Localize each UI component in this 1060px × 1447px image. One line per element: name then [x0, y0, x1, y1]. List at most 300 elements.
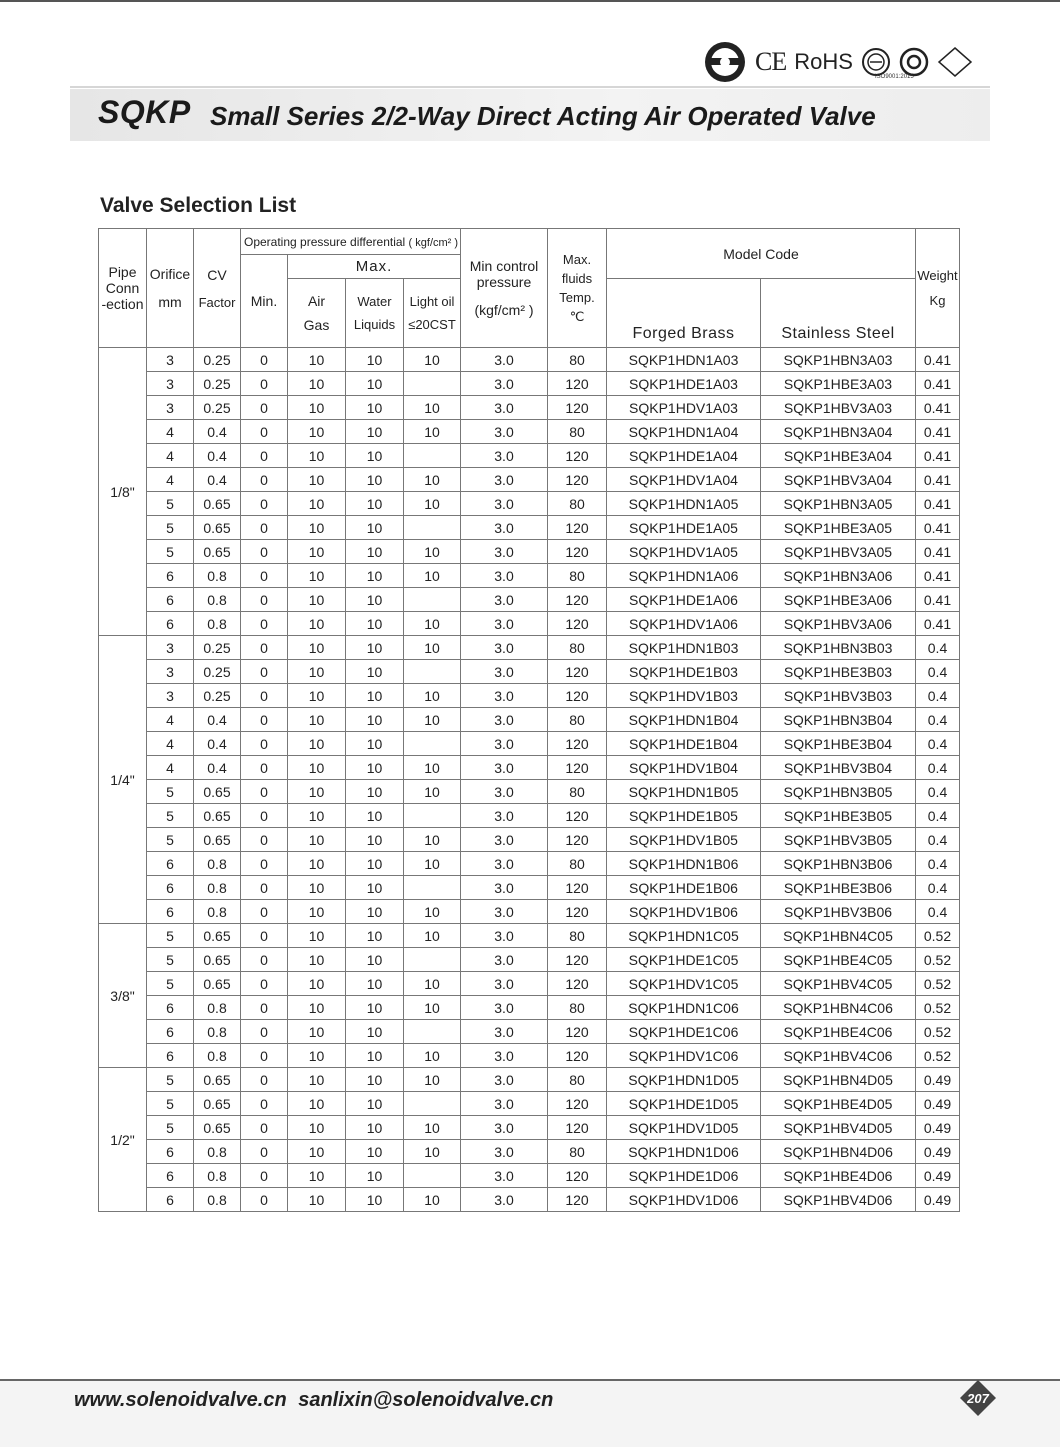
- control-pressure-cell: 3.0: [461, 372, 548, 396]
- forged-brass-code-cell: SQKP1HDV1B06: [607, 900, 761, 924]
- forged-brass-code-cell: SQKP1HDV1C05: [607, 972, 761, 996]
- light-oil-cell: 10: [404, 1068, 461, 1092]
- water-header: [346, 279, 404, 348]
- table-row: [99, 636, 960, 660]
- orifice-cell: 6: [147, 1140, 194, 1164]
- stainless-code-cell: SQKP1HBN3B03: [761, 636, 916, 660]
- water-cell: 10: [346, 396, 404, 420]
- water-cell: 10: [346, 708, 404, 732]
- weight-header-line: Kg: [929, 293, 946, 308]
- temp-header-line: fluids: [561, 270, 593, 286]
- control-header-line: Min control: [469, 258, 539, 274]
- stainless-code-cell: SQKP1HBV4C05: [761, 972, 916, 996]
- control-pressure-cell: 3.0: [461, 828, 548, 852]
- forged-brass-code-cell: SQKP1HDN1B05: [607, 780, 761, 804]
- forged-brass-code-cell: SQKP1HDE1B03: [607, 660, 761, 684]
- control-pressure-cell: 3.0: [461, 612, 548, 636]
- table-row: [99, 1044, 960, 1068]
- water-cell: 10: [346, 756, 404, 780]
- control-pressure-cell: 3.0: [461, 444, 548, 468]
- min-cell: 0: [241, 780, 288, 804]
- weight-cell: 0.49: [916, 1092, 960, 1116]
- light-oil-header: [404, 279, 461, 348]
- control-pressure-cell: 3.0: [461, 996, 548, 1020]
- table-row: [99, 732, 960, 756]
- stainless-code-cell: SQKP1HBE3B06: [761, 876, 916, 900]
- water-cell: 10: [346, 732, 404, 756]
- table-row: [99, 804, 960, 828]
- air-gas-cell: 10: [288, 492, 346, 516]
- weight-cell: 0.4: [916, 900, 960, 924]
- stainless-code-cell: SQKP1HBE3B03: [761, 660, 916, 684]
- iso-caption: ISO9001:2015: [875, 74, 914, 80]
- stainless-code-cell: SQKP1HBV3B05: [761, 828, 916, 852]
- rohs-mark: RoHS: [794, 49, 853, 74]
- min-cell: 0: [241, 876, 288, 900]
- water-cell: 10: [346, 996, 404, 1020]
- water-cell: 10: [346, 372, 404, 396]
- forged-brass-code-cell: SQKP1HDN1A06: [607, 564, 761, 588]
- weight-cell: 0.41: [916, 564, 960, 588]
- light-oil-cell: [404, 876, 461, 900]
- table-row: [99, 876, 960, 900]
- control-pressure-cell: 3.0: [461, 708, 548, 732]
- air-gas-cell: 10: [288, 924, 346, 948]
- cv-cell: 0.65: [194, 828, 241, 852]
- light-oil-cell: 10: [404, 1116, 461, 1140]
- min-cell: 0: [241, 852, 288, 876]
- orifice-cell: 6: [147, 996, 194, 1020]
- min-cell: 0: [241, 444, 288, 468]
- temperature-header: [548, 229, 607, 348]
- temperature-cell: 80: [548, 420, 607, 444]
- cv-cell: 0.65: [194, 1068, 241, 1092]
- water-cell: 10: [346, 1020, 404, 1044]
- temperature-cell: 120: [548, 900, 607, 924]
- temperature-cell: 120: [548, 756, 607, 780]
- stainless-code-cell: SQKP1HBE3B05: [761, 804, 916, 828]
- forged-brass-code-cell: SQKP1HDE1D05: [607, 1092, 761, 1116]
- forged-brass-code-cell: SQKP1HDV1B03: [607, 684, 761, 708]
- air-gas-cell: 10: [288, 1044, 346, 1068]
- orifice-cell: 5: [147, 972, 194, 996]
- stainless-code-cell: SQKP1HBE4D06: [761, 1164, 916, 1188]
- table-row: [99, 756, 960, 780]
- cv-cell: 0.65: [194, 492, 241, 516]
- forged-brass-code-cell: SQKP1HDN1A05: [607, 492, 761, 516]
- control-pressure-cell: 3.0: [461, 348, 548, 372]
- temp-header-line: Temp.: [559, 289, 595, 305]
- min-cell: 0: [241, 996, 288, 1020]
- cv-header-line: Factor: [198, 294, 236, 310]
- forged-brass-code-cell: SQKP1HDV1A03: [607, 396, 761, 420]
- air-gas-cell: 10: [288, 348, 346, 372]
- orifice-cell: 3: [147, 348, 194, 372]
- water-cell: 10: [346, 828, 404, 852]
- temperature-cell: 120: [548, 588, 607, 612]
- cv-cell: 0.8: [194, 876, 241, 900]
- top-border: [0, 0, 1060, 2]
- min-cell: 0: [241, 636, 288, 660]
- company-seal-icon: [703, 40, 747, 84]
- orifice-header: [147, 229, 194, 348]
- weight-header-line: Weight: [917, 268, 958, 283]
- cv-cell: 0.25: [194, 348, 241, 372]
- stainless-code-cell: SQKP1HBN4C05: [761, 924, 916, 948]
- min-cell: 0: [241, 420, 288, 444]
- orifice-cell: 4: [147, 756, 194, 780]
- min-cell: 0: [241, 396, 288, 420]
- stainless-code-cell: SQKP1HBV3A04: [761, 468, 916, 492]
- stainless-code-cell: SQKP1HBE4D05: [761, 1092, 916, 1116]
- forged-brass-code-cell: SQKP1HDN1B06: [607, 852, 761, 876]
- weight-cell: 0.4: [916, 660, 960, 684]
- light-oil-cell: [404, 516, 461, 540]
- temperature-cell: 120: [548, 948, 607, 972]
- temperature-cell: 120: [548, 1164, 607, 1188]
- control-pressure-cell: 3.0: [461, 1092, 548, 1116]
- stainless-code-cell: SQKP1HBV3A06: [761, 612, 916, 636]
- stainless-code-cell: SQKP1HBE3A03: [761, 372, 916, 396]
- pipe-connection-cell: 1/2": [99, 1068, 147, 1212]
- pipe-header-line: Conn: [105, 280, 140, 296]
- stainless-code-cell: SQKP1HBV3A03: [761, 396, 916, 420]
- footer-email: sanlixin@solenoidvalve.cn: [298, 1389, 554, 1411]
- air-gas-header-line: Gas: [303, 317, 330, 333]
- air-gas-cell: 10: [288, 828, 346, 852]
- weight-cell: 0.41: [916, 372, 960, 396]
- forged-brass-code-cell: SQKP1HDN1A04: [607, 420, 761, 444]
- light-oil-cell: 10: [404, 1044, 461, 1068]
- footer-contact: [74, 1389, 553, 1412]
- orifice-cell: 4: [147, 444, 194, 468]
- min-cell: 0: [241, 756, 288, 780]
- temperature-cell: 120: [548, 396, 607, 420]
- weight-cell: 0.49: [916, 1140, 960, 1164]
- control-pressure-cell: 3.0: [461, 948, 548, 972]
- table-row: [99, 1164, 960, 1188]
- weight-cell: 0.4: [916, 636, 960, 660]
- certification-logos: [703, 40, 973, 84]
- brand-name: SQKP: [98, 94, 191, 130]
- min-cell: 0: [241, 900, 288, 924]
- control-pressure-header: [461, 229, 548, 348]
- air-gas-cell: 10: [288, 1116, 346, 1140]
- light-oil-header-line: Light oil: [409, 294, 455, 309]
- stainless-code-cell: SQKP1HBV4D05: [761, 1116, 916, 1140]
- forged-brass-code-cell: SQKP1HDV1A05: [607, 540, 761, 564]
- control-pressure-cell: 3.0: [461, 636, 548, 660]
- temperature-cell: 80: [548, 1068, 607, 1092]
- cv-header: [194, 229, 241, 348]
- weight-cell: 0.4: [916, 876, 960, 900]
- operating-pressure-header: [241, 229, 461, 255]
- title-band-border: [70, 86, 990, 88]
- water-cell: 10: [346, 612, 404, 636]
- table-row: [99, 1140, 960, 1164]
- forged-brass-code-cell: SQKP1HDV1D06: [607, 1188, 761, 1212]
- page-number-badge: [958, 1378, 998, 1418]
- min-cell: 0: [241, 492, 288, 516]
- control-pressure-cell: 3.0: [461, 420, 548, 444]
- water-cell: 10: [346, 924, 404, 948]
- table-row: [99, 540, 960, 564]
- stainless-code-cell: SQKP1HBV3B03: [761, 684, 916, 708]
- control-pressure-cell: 3.0: [461, 780, 548, 804]
- temperature-cell: 120: [548, 972, 607, 996]
- temperature-cell: 120: [548, 540, 607, 564]
- control-pressure-cell: 3.0: [461, 540, 548, 564]
- water-header-line: Liquids: [353, 317, 396, 332]
- orifice-cell: 5: [147, 948, 194, 972]
- min-cell: 0: [241, 828, 288, 852]
- iso-badge-icon: [861, 47, 891, 77]
- temperature-cell: 120: [548, 1020, 607, 1044]
- cv-cell: 0.25: [194, 396, 241, 420]
- orifice-header-line: mm: [158, 294, 182, 310]
- cv-cell: 0.4: [194, 444, 241, 468]
- light-oil-cell: 10: [404, 540, 461, 564]
- light-oil-cell: [404, 660, 461, 684]
- control-pressure-cell: 3.0: [461, 396, 548, 420]
- temperature-cell: 80: [548, 492, 607, 516]
- page-title: Small Series 2/2-Way Direct Acting Air Operated Valve: [210, 101, 876, 131]
- operating-pressure-label: Operating pressure differential: [244, 234, 406, 249]
- forged-brass-code-cell: SQKP1HDE1D06: [607, 1164, 761, 1188]
- water-cell: 10: [346, 348, 404, 372]
- water-cell: 10: [346, 540, 404, 564]
- forged-brass-code-cell: SQKP1HDE1C05: [607, 948, 761, 972]
- stainless-code-cell: SQKP1HBE4C06: [761, 1020, 916, 1044]
- light-oil-cell: 10: [404, 420, 461, 444]
- table-row: [99, 564, 960, 588]
- air-gas-cell: 10: [288, 420, 346, 444]
- weight-cell: 0.49: [916, 1164, 960, 1188]
- control-pressure-cell: 3.0: [461, 924, 548, 948]
- min-cell: 0: [241, 924, 288, 948]
- table-row: [99, 1092, 960, 1116]
- orifice-cell: 4: [147, 708, 194, 732]
- weight-cell: 0.52: [916, 996, 960, 1020]
- light-oil-cell: 10: [404, 828, 461, 852]
- light-oil-cell: [404, 1164, 461, 1188]
- air-gas-cell: 10: [288, 396, 346, 420]
- cv-cell: 0.8: [194, 1140, 241, 1164]
- control-pressure-cell: 3.0: [461, 756, 548, 780]
- weight-cell: 0.41: [916, 348, 960, 372]
- control-pressure-cell: 3.0: [461, 1116, 548, 1140]
- forged-brass-code-cell: SQKP1HDE1B06: [607, 876, 761, 900]
- cv-cell: 0.8: [194, 588, 241, 612]
- temperature-cell: 80: [548, 348, 607, 372]
- orifice-cell: 5: [147, 1068, 194, 1092]
- min-cell: 0: [241, 684, 288, 708]
- table-row: [99, 372, 960, 396]
- min-cell: 0: [241, 1068, 288, 1092]
- orifice-cell: 6: [147, 876, 194, 900]
- air-gas-cell: 10: [288, 804, 346, 828]
- control-header-line: (kgf/cm² ): [474, 302, 534, 318]
- water-cell: 10: [346, 804, 404, 828]
- water-cell: 10: [346, 876, 404, 900]
- control-pressure-cell: 3.0: [461, 516, 548, 540]
- table-row: [99, 1116, 960, 1140]
- min-cell: 0: [241, 612, 288, 636]
- light-oil-cell: 10: [404, 708, 461, 732]
- min-cell: 0: [241, 516, 288, 540]
- control-pressure-cell: 3.0: [461, 1044, 548, 1068]
- orifice-cell: 5: [147, 924, 194, 948]
- page-number: 207: [967, 1391, 989, 1406]
- light-oil-cell: 10: [404, 636, 461, 660]
- light-oil-cell: 10: [404, 396, 461, 420]
- light-oil-cell: 10: [404, 780, 461, 804]
- temperature-cell: 120: [548, 516, 607, 540]
- air-gas-cell: 10: [288, 468, 346, 492]
- forged-brass-code-cell: SQKP1HDV1A06: [607, 612, 761, 636]
- min-cell: 0: [241, 372, 288, 396]
- table-row: [99, 972, 960, 996]
- water-cell: 10: [346, 948, 404, 972]
- air-gas-cell: 10: [288, 540, 346, 564]
- forged-brass-code-cell: SQKP1HDE1A04: [607, 444, 761, 468]
- stainless-code-cell: SQKP1HBV3A05: [761, 540, 916, 564]
- air-gas-cell: 10: [288, 732, 346, 756]
- weight-cell: 0.4: [916, 780, 960, 804]
- water-cell: 10: [346, 1092, 404, 1116]
- control-pressure-cell: 3.0: [461, 852, 548, 876]
- light-oil-cell: [404, 444, 461, 468]
- temperature-cell: 80: [548, 708, 607, 732]
- weight-cell: 0.41: [916, 444, 960, 468]
- temp-header-line: Max.: [562, 251, 592, 267]
- light-oil-cell: [404, 732, 461, 756]
- pipe-connection-cell: 1/4": [99, 636, 147, 924]
- water-cell: 10: [346, 684, 404, 708]
- forged-brass-code-cell: SQKP1HDN1D05: [607, 1068, 761, 1092]
- weight-cell: 0.41: [916, 492, 960, 516]
- weight-cell: 0.4: [916, 804, 960, 828]
- light-oil-cell: 10: [404, 924, 461, 948]
- water-cell: 10: [346, 420, 404, 444]
- cv-cell: 0.8: [194, 1020, 241, 1044]
- weight-cell: 0.4: [916, 684, 960, 708]
- stainless-code-cell: SQKP1HBN3A05: [761, 492, 916, 516]
- water-cell: 10: [346, 852, 404, 876]
- stainless-code-cell: SQKP1HBN3B06: [761, 852, 916, 876]
- water-cell: 10: [346, 1140, 404, 1164]
- cv-cell: 0.65: [194, 804, 241, 828]
- forged-brass-code-cell: SQKP1HDE1B05: [607, 804, 761, 828]
- footer-website: www.solenoidvalve.cn: [74, 1389, 287, 1411]
- min-cell: 0: [241, 348, 288, 372]
- temperature-cell: 80: [548, 636, 607, 660]
- table-row: [99, 948, 960, 972]
- water-cell: 10: [346, 1068, 404, 1092]
- temperature-cell: 120: [548, 372, 607, 396]
- air-gas-cell: 10: [288, 1020, 346, 1044]
- control-pressure-cell: 3.0: [461, 564, 548, 588]
- temperature-cell: 120: [548, 1188, 607, 1212]
- stainless-code-cell: SQKP1HBN3A03: [761, 348, 916, 372]
- water-cell: 10: [346, 1116, 404, 1140]
- temperature-cell: 120: [548, 1044, 607, 1068]
- orifice-cell: 4: [147, 732, 194, 756]
- air-gas-header-line: Air: [307, 293, 326, 309]
- stainless-code-cell: SQKP1HBN3B04: [761, 708, 916, 732]
- orifice-cell: 5: [147, 804, 194, 828]
- table-row: [99, 396, 960, 420]
- stainless-code-cell: SQKP1HBN3A06: [761, 564, 916, 588]
- water-cell: 10: [346, 1044, 404, 1068]
- control-pressure-cell: 3.0: [461, 1140, 548, 1164]
- weight-cell: 0.4: [916, 756, 960, 780]
- air-gas-cell: 10: [288, 612, 346, 636]
- forged-brass-code-cell: SQKP1HDV1B04: [607, 756, 761, 780]
- min-cell: 0: [241, 1140, 288, 1164]
- temperature-cell: 120: [548, 684, 607, 708]
- orifice-cell: 5: [147, 780, 194, 804]
- cv-cell: 0.65: [194, 924, 241, 948]
- orifice-cell: 4: [147, 468, 194, 492]
- weight-cell: 0.41: [916, 516, 960, 540]
- orifice-cell: 5: [147, 828, 194, 852]
- orifice-cell: 5: [147, 1092, 194, 1116]
- weight-cell: 0.4: [916, 828, 960, 852]
- table-row: [99, 1188, 960, 1212]
- forged-brass-code-cell: SQKP1HDN1C06: [607, 996, 761, 1020]
- min-cell: 0: [241, 540, 288, 564]
- weight-cell: 0.41: [916, 468, 960, 492]
- cv-cell: 0.65: [194, 780, 241, 804]
- orifice-cell: 4: [147, 420, 194, 444]
- stainless-code-cell: SQKP1HBE3A06: [761, 588, 916, 612]
- min-cell: 0: [241, 1116, 288, 1140]
- table-row: [99, 444, 960, 468]
- stainless-code-cell: SQKP1HBV3B04: [761, 756, 916, 780]
- water-cell: 10: [346, 780, 404, 804]
- light-oil-cell: 10: [404, 492, 461, 516]
- table-row: [99, 780, 960, 804]
- cv-cell: 0.25: [194, 372, 241, 396]
- cv-cell: 0.25: [194, 660, 241, 684]
- water-cell: 10: [346, 1164, 404, 1188]
- air-gas-cell: 10: [288, 1140, 346, 1164]
- water-cell: 10: [346, 564, 404, 588]
- air-gas-cell: 10: [288, 948, 346, 972]
- min-cell: 0: [241, 804, 288, 828]
- forged-brass-code-cell: SQKP1HDN1B04: [607, 708, 761, 732]
- cv-header-line: CV: [207, 266, 227, 283]
- light-oil-cell: 10: [404, 1140, 461, 1164]
- cv-cell: 0.8: [194, 612, 241, 636]
- weight-cell: 0.49: [916, 1116, 960, 1140]
- cv-cell: 0.25: [194, 636, 241, 660]
- min-cell: 0: [241, 564, 288, 588]
- cv-cell: 0.4: [194, 468, 241, 492]
- table-row: [99, 492, 960, 516]
- cv-cell: 0.65: [194, 1116, 241, 1140]
- temperature-cell: 120: [548, 444, 607, 468]
- pipe-header-line: -ection: [101, 296, 144, 312]
- forged-brass-code-cell: SQKP1HDE1C06: [607, 1020, 761, 1044]
- weight-cell: 0.49: [916, 1068, 960, 1092]
- control-pressure-cell: 3.0: [461, 804, 548, 828]
- water-cell: 10: [346, 636, 404, 660]
- light-oil-cell: 10: [404, 900, 461, 924]
- min-cell: 0: [241, 660, 288, 684]
- table-row: [99, 852, 960, 876]
